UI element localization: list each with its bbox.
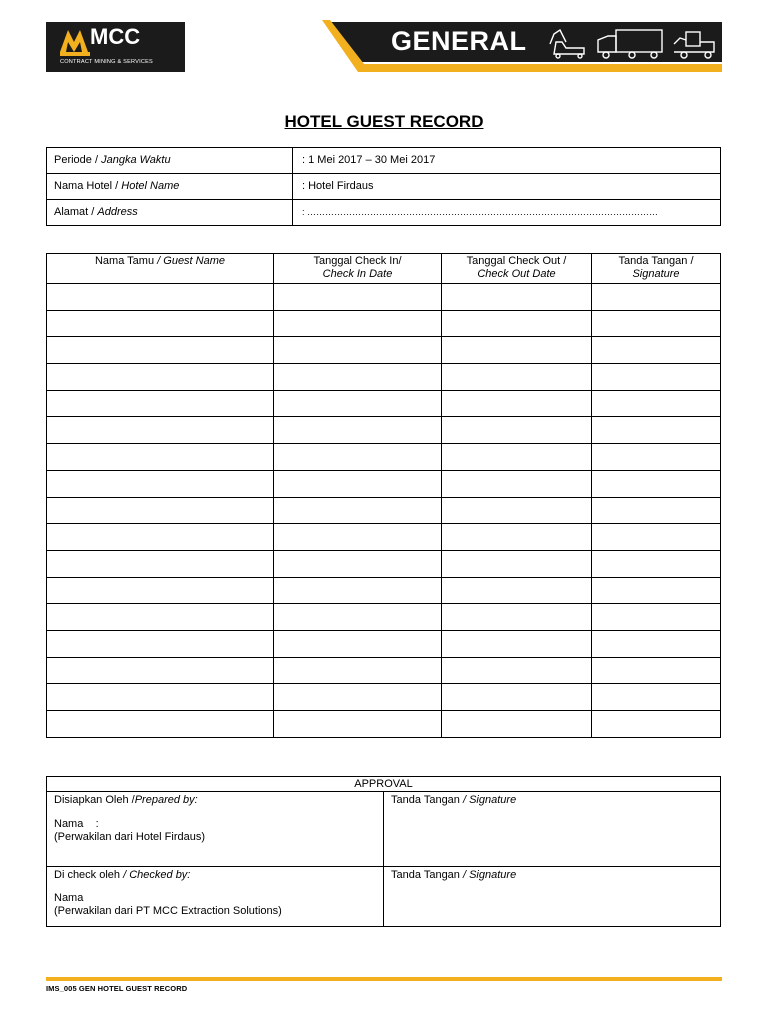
guest-name-cell[interactable] [47,524,274,551]
check-in-cell[interactable] [274,711,442,738]
check-out-cell[interactable] [442,310,592,337]
approval-heading: APPROVAL [47,777,721,792]
hotel-label-en: Hotel Name [121,180,180,192]
signature-cell[interactable] [592,577,721,604]
signature-cell[interactable] [592,417,721,444]
guest-name-cell[interactable] [47,604,274,631]
periode-label-cell [47,148,293,174]
signature-cell[interactable] [592,284,721,311]
guest-name-cell[interactable] [47,657,274,684]
check-in-cell[interactable] [274,684,442,711]
check-out-cell[interactable] [442,444,592,471]
hotel-label-cell [47,174,293,200]
checked-cell [47,867,384,927]
guest-name-cell[interactable] [47,497,274,524]
checked-signature-cell[interactable] [384,867,721,927]
col-signature-label-en: Signature [632,268,680,280]
signature-cell[interactable] [592,310,721,337]
checked-signature-label: Tanda Tangan [391,869,460,881]
check-out-cell[interactable] [442,550,592,577]
footer-line [46,977,722,981]
check-out-cell[interactable] [442,390,592,417]
table-row [47,604,721,631]
check-in-cell[interactable] [274,550,442,577]
signature-cell[interactable] [592,604,721,631]
check-in-cell[interactable] [274,310,442,337]
check-out-cell[interactable] [442,284,592,311]
signature-cell[interactable] [592,684,721,711]
table-row [47,577,721,604]
table-row [47,497,721,524]
col-guest-name-label: Nama Tamu [94,255,155,267]
signature-cell[interactable] [592,470,721,497]
check-in-cell[interactable] [274,470,442,497]
check-in-cell[interactable] [274,630,442,657]
prepared-label: Disiapkan Oleh / [54,794,135,806]
guest-name-cell[interactable] [47,550,274,577]
guest-name-cell[interactable] [47,310,274,337]
check-in-cell[interactable] [274,657,442,684]
guest-table-header [47,254,721,284]
check-out-cell[interactable] [442,711,592,738]
table-row [47,337,721,364]
guest-name-cell[interactable] [47,630,274,657]
check-in-cell[interactable] [274,524,442,551]
logo-subtitle: CONTRACT MINING & SERVICES [60,59,153,65]
alamat-label-en: Address [97,206,138,218]
table-row [47,630,721,657]
approval-table [46,776,721,927]
logo-m-icon [46,22,92,58]
table-row [47,444,721,471]
prepared-signature-label: Tanda Tangan [391,794,460,806]
guest-name-cell[interactable] [47,470,274,497]
guest-name-cell[interactable] [47,284,274,311]
check-out-cell[interactable] [442,417,592,444]
table-row [47,390,721,417]
table-row [47,470,721,497]
check-out-cell[interactable] [442,657,592,684]
check-in-cell[interactable] [274,284,442,311]
info-table [46,147,721,226]
info-row-periode [47,148,721,174]
check-in-cell[interactable] [274,417,442,444]
checked-signature-label-en: / Signature [462,869,517,881]
col-check-out-label-en: Check Out Date [477,268,556,280]
table-row [47,657,721,684]
hotel-label: Nama Hotel / [54,180,119,192]
signature-cell[interactable] [592,497,721,524]
signature-cell[interactable] [592,711,721,738]
table-row [47,310,721,337]
check-in-cell[interactable] [274,577,442,604]
prepared-signature-label-en: / Signature [462,794,517,806]
col-check-out [442,254,592,284]
check-in-cell[interactable] [274,444,442,471]
signature-cell[interactable] [592,550,721,577]
signature-cell[interactable] [592,444,721,471]
logo-text: MCC [90,24,141,49]
guest-name-cell[interactable] [47,711,274,738]
checked-nama-field[interactable]: Nama [54,892,84,904]
checked-label-en: / Checked by: [123,869,191,881]
table-row [47,524,721,551]
checked-label: Di check oleh [54,869,121,881]
signature-cell[interactable] [592,390,721,417]
table-row [47,284,721,311]
alamat-label-cell [47,200,293,226]
guest-name-cell[interactable] [47,444,274,471]
table-row [47,417,721,444]
check-in-cell[interactable] [274,364,442,391]
col-guest-name-label-en: / Guest Name [157,255,226,267]
col-signature-label: Tanda Tangan / [618,255,694,267]
alamat-label: Alamat / [54,206,95,218]
guest-name-cell[interactable] [47,577,274,604]
col-signature [592,254,721,284]
footer-doc-code: IMS_005 GEN HOTEL GUEST RECORD [46,984,188,993]
info-row-hotel [47,174,721,200]
periode-value[interactable]: : 1 Mei 2017 – 30 Mei 2017 [293,148,721,174]
guest-name-cell[interactable] [47,417,274,444]
check-out-cell[interactable] [442,524,592,551]
check-out-cell[interactable] [442,577,592,604]
signature-cell[interactable] [592,364,721,391]
check-out-cell[interactable] [442,604,592,631]
col-check-in-label-en: Check In Date [322,268,393,280]
col-check-in-label: Tanggal Check In/ [313,255,402,267]
company-logo [46,22,185,72]
approval-row-prepared [47,792,721,867]
check-out-cell[interactable] [442,497,592,524]
table-row [47,684,721,711]
table-row [47,364,721,391]
check-in-cell[interactable] [274,604,442,631]
check-out-cell[interactable] [442,337,592,364]
check-in-cell[interactable] [274,497,442,524]
check-out-cell[interactable] [442,364,592,391]
table-row [47,550,721,577]
prepared-signature-cell[interactable] [384,792,721,867]
signature-cell[interactable] [592,524,721,551]
col-guest-name [47,254,274,284]
document-title: HOTEL GUEST RECORD [284,112,484,131]
hotel-value[interactable]: : Hotel Firdaus [293,174,721,200]
table-row [47,711,721,738]
col-check-out-label: Tanggal Check Out / [466,255,567,267]
prepared-nama-field[interactable]: Nama : [54,818,99,830]
prepared-cell [47,792,384,867]
periode-label-en: Jangka Waktu [101,154,171,166]
check-out-cell[interactable] [442,470,592,497]
prepared-representative: (Perwakilan dari Hotel Firdaus) [54,831,205,843]
banner-title: GENERAL [391,26,527,56]
checked-representative: (Perwakilan dari PT MCC Extraction Solutions) [54,905,282,917]
guest-name-cell[interactable] [47,684,274,711]
approval-row-checked [47,867,721,927]
check-in-cell[interactable] [274,390,442,417]
guest-name-cell[interactable] [47,390,274,417]
prepared-label-en: Prepared by: [134,794,198,806]
signature-cell[interactable] [592,630,721,657]
signature-cell[interactable] [592,657,721,684]
info-row-alamat [47,200,721,226]
guest-name-cell[interactable] [47,337,274,364]
check-out-cell[interactable] [442,684,592,711]
check-in-cell[interactable] [274,337,442,364]
alamat-value[interactable]: : ……………………………………………………………………………………………………… [293,200,721,226]
periode-label: Periode / [54,154,99,166]
check-out-cell[interactable] [442,630,592,657]
guest-name-cell[interactable] [47,364,274,391]
signature-cell[interactable] [592,337,721,364]
col-check-in [274,254,442,284]
guest-table [46,253,721,738]
